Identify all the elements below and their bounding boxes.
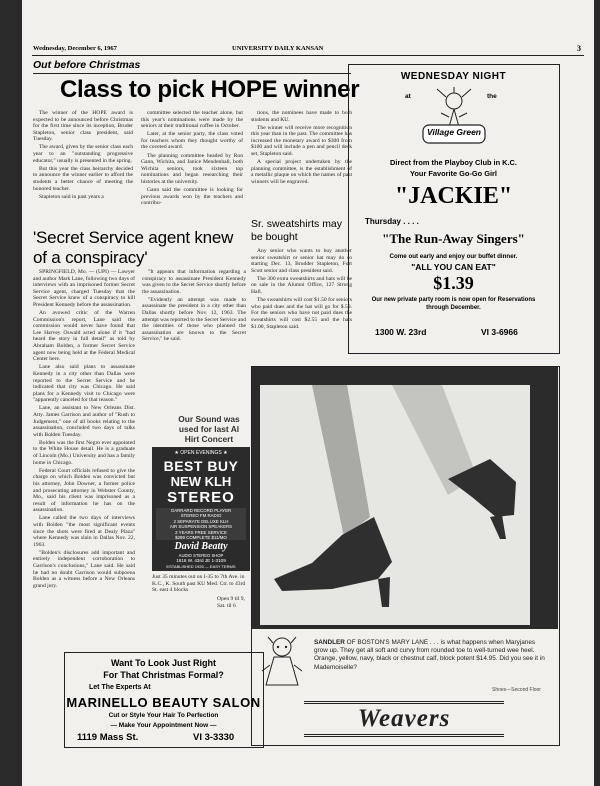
salon-phone: VI 3-3330 <box>193 732 235 743</box>
hope-headline: Class to pick HOPE winner <box>60 76 360 103</box>
vg-logo: Village Green <box>426 127 481 137</box>
vg-the: the <box>487 93 497 100</box>
klh-store-name: David Beatty <box>174 541 228 552</box>
page-number: 3 <box>577 44 581 53</box>
klh-footer: ESTABLISHED 1926 — EASY TERMS <box>166 564 236 569</box>
salon-line-5: — Make Your Appointment Now — <box>110 722 217 729</box>
klh-details: GARRARD RECORD PLAYER STEREO FM RADIO 2 SEPARATE DELUXE KLH AIR SUSPENSION SPEAKERS 2 YEARS FREE SERVICE $299 COMPLETE $11/MO <box>156 508 246 540</box>
issue-date: Wednesday, December 6, 1967 <box>33 45 117 52</box>
village-green-ad <box>348 64 560 354</box>
salon-name: MARINELLO BEAUTY SALON <box>66 695 261 710</box>
jester-icon <box>419 87 489 151</box>
kicker-rule <box>33 73 351 74</box>
secret-service-headline: 'Secret Service agent knew of a conspiracy' <box>33 228 234 267</box>
vg-wednesday-night: WEDNESDAY NIGHT <box>400 71 507 82</box>
vg-address: 1300 W. 23rd <box>375 327 427 337</box>
sandler-text <box>314 639 550 672</box>
newspaper-page <box>22 0 594 786</box>
salon-line-4: Cut or Style Your Hair To Perfection <box>108 712 219 719</box>
hope-column-2: committee selected the teacher alone, but this year's nominations were made by the seniors at their traditional coffee in October. Later, at the senior party, the class voted for teachers whom they thought worthy of the coveted award. The planning committee headed by Ron Gann, Wichita, and Janice Mendenhall, both Wichita seniors, took sixteen top nominations and began researching their histories at the university. Gann said the committee is looking for previous awards won by the teachers and contribu- <box>141 110 243 207</box>
klh-caption: Just 35 minutes out on I-35 to 7th Ave. in K.C., K. South past KU Med. Ctr. to 43rd St. east 4 blocks <box>152 574 246 594</box>
sweatshirt-body: Any senior who wants to buy another senior sweatshirt or senior hat may do so starting Dec. 13, Brudder Stapleton, Fort Scott senior and class president said. The 300 extra sweatshirts and hats will be on sale in the Alumni Office, 127 Strong Hall. The sweatshirts will cost $1.50 for seniors who paid dues and the hat will go for $.50. For the seniors who have not paid dues the sweatshirts will cost $2.55 and the hats $1.00, Stapleton said. <box>251 248 352 330</box>
salon-line-3: Let The Experts At <box>89 684 151 691</box>
doll-icon <box>260 635 304 691</box>
vg-phone: VI 3-6966 <box>481 327 518 337</box>
hope-kicker: Out before Christmas <box>33 59 141 71</box>
vg-price: $1.39 <box>433 273 474 293</box>
vg-private-room: Our new private party room is now open for Reservations through December. <box>371 297 536 311</box>
secret-service-column-2: "It appears that information regarding a conspiracy to assassinate President Kennedy was given to the Secret Service shortly before the assassination. "Evidently an attempt was made to assassinate the president in a city other than Dallas shortly before Nov. 12, 1963. The attempt was reported to the Secret Service and the identities of those who planned the assassination are known to the Secret Service," he said. <box>142 269 246 343</box>
klh-ad-title: Our Sound was used for last Al Hirt Concert <box>178 414 240 444</box>
sweatshirt-headline: Sr. sweatshirts may be bought <box>251 218 343 243</box>
salon-address: 1119 Mass St. <box>77 732 139 743</box>
weavers-logo: Weavers <box>304 701 504 737</box>
klh-ad-box <box>152 447 250 571</box>
klh-store-sub: AUDIO STEREO SHOP <box>178 553 224 558</box>
vg-line-1: Direct from the Playboy Club in K.C. <box>390 158 517 167</box>
hope-column-1: The winner of the HOPE award is expected to be announced before Christmas for the first time since its inception, Bruder Stapleton, senior class president, said Tuesday. The award, given by the senior class each year to an "outstanding progressive educator," usually is presented in the spring. But this year the class heirarchy decided to announce the winner earlier to afford the students a better chance of meeting the honored teacher. Stapleton said in past years a <box>33 110 133 200</box>
vg-at: at <box>405 93 411 100</box>
paper-name: UNIVERSITY DAILY KANSAN <box>232 45 324 52</box>
sandler-copy: OF BOSTON'S MARY LANE . . . is what happens when Maryjanes grow up. They get all soft and curvy from rounded toe to well-turned wee heel. Orange, yellow, navy, black or chestnut calf, block potent $14.95. Did you see it in Mademoiselle? <box>314 639 545 671</box>
vg-line-2: Your Favorite Go-Go Girl <box>410 169 497 178</box>
salon-line-2: For That Christmas Formal? <box>103 670 224 680</box>
klh-stereo: STEREO <box>167 489 235 506</box>
vg-star: "JACKIE" <box>394 183 513 209</box>
sandler-brand: SANDLER <box>314 639 345 646</box>
vg-singers: "The Run-Away Singers" <box>382 231 525 246</box>
secret-service-column-1: SPRINGFIELD, Mo. — (UPI) — Lawyer and author Mark Lane, following two days of interviews with an imprisoned former Secret Service agent, charged Tuesday that the Secret Service knew of a conspiracy to kill President Kennedy before the assassination. An avowed critic of the Warren Commission's report, Lane said the commission would never have found that Lee Harvey Oswald acted alone if it "had heard the story in full detail" as told by Abraham Bolden, a former Secret Service agent now being held at the Federal Medical Center here. Lane also said plans to assassinate Kennedy in a city other than Dallas were reported to the Secret Service and he indicated that city was Chicago. He said plans for a Kennedy visit to Chicago were "apparently canceled for that reason." Lane, an assistant to New Orleans Dist. Atty. James Garrison and author of "Rush to Judgement," one of all books relating to the assassination, concluded two days of talks with Bolden Tuesday. Bolden was the first Negro ever appointed to the White House detail. He is a graduate of Lincoln (Mo.) University and has a family home in Chicago. Federal Court officials refused to give the charge on which Bolden was convicted but his attorney, John Downer, a former police and prosecuting attorney in Webster County, Mo., said his client was imprisoned as a result of information he has on the assassination. Lane called the two days of interviews with Bolden "the most significant events since the shots were fired at Dealy Plaza" where Kennedy was slain in Dallas Nov. 22, 1963. "Bolden's disclosures add important and entirely independent corroboration to Garrison's conclusions," Lane said. He said he had no doubt Garrison would subpoena Bolden as a witness before a New Orleans grand jury. <box>33 269 135 589</box>
sandler-location: Shoes—Second Floor <box>492 687 541 693</box>
shoe-photo-icon <box>252 367 558 629</box>
klh-new: NEW KLH <box>170 474 232 489</box>
klh-open-evenings: ★ OPEN EVENINGS ★ <box>174 450 228 456</box>
klh-store-address: 1616 W. 43rd JE 1-3109 <box>176 558 226 563</box>
masthead-rule <box>32 55 584 56</box>
salon-ad <box>64 652 264 748</box>
vg-buffet: Come out early and enjoy our buffet dinner. <box>389 253 518 260</box>
vg-thursday: Thursday . . . . <box>365 217 419 226</box>
klh-best-buy: BEST BUY <box>163 458 239 474</box>
hope-column-3: tions, the nominees have made to both students and KU. The winner will receive more recognition this year than in the past. The committee has increased the monetary award to $300 from $100 and will include a pen and pencil desk set, Stapleton said. A special project undertaken by the planning committee, is the establishment of a metallic plaque on which the names of past winners will be engraved. <box>251 110 352 185</box>
salon-line-1: Want To Look Just Right <box>111 658 216 668</box>
klh-hours: Open 9 til 9, Sat. til 6 <box>217 596 245 609</box>
shoe-photo <box>252 367 558 629</box>
weavers-ad <box>251 366 560 746</box>
vg-eat: "ALL YOU CAN EAT" <box>411 262 496 272</box>
